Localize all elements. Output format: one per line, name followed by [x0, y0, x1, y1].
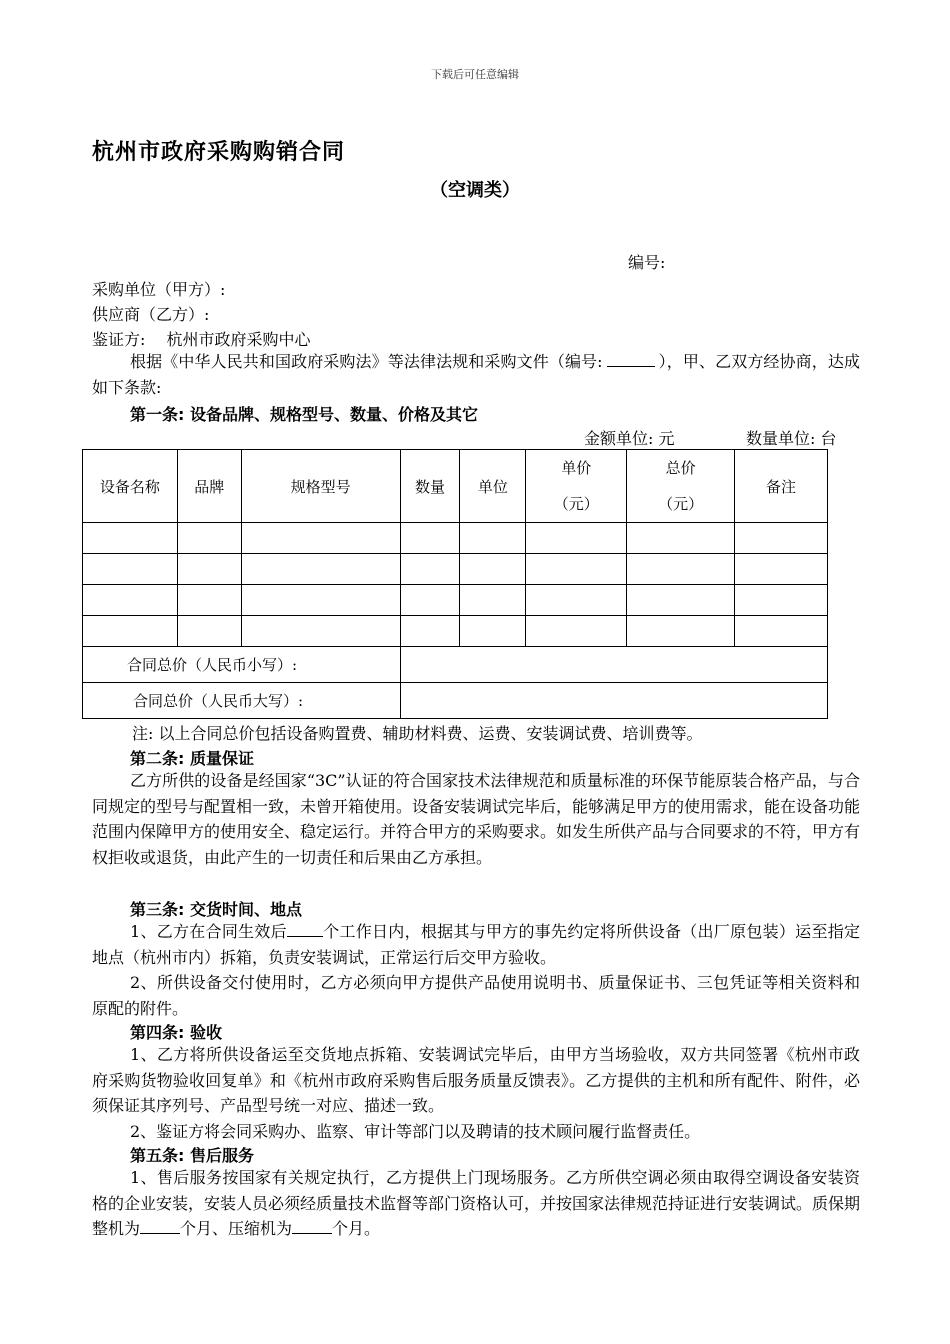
contract-number-label: 编号: — [628, 253, 666, 272]
table-row — [83, 616, 828, 647]
header-quantity: 数量 — [400, 450, 460, 523]
table-cell[interactable] — [241, 523, 400, 554]
header-total-price-label: 总价 — [665, 459, 696, 477]
intro-part1: 根据《中华人民共和国政府采购法》等法律法规和采购文件（编号: — [130, 352, 603, 371]
article3-paragraph2: 2、所供设备交付使用时，乙方必须向甲方提供产品使用说明书、质量保证书、三包凭证等相关资料和原配的附件。 — [92, 973, 860, 1018]
table-cell[interactable] — [177, 554, 241, 585]
article2-heading: 第二条: 质量保证 — [130, 749, 254, 768]
table-cell[interactable] — [526, 585, 627, 616]
table-cell[interactable] — [83, 585, 178, 616]
table-cell[interactable] — [241, 616, 400, 647]
table-cell[interactable] — [241, 554, 400, 585]
article2-text: 乙方所供的设备是经国家“3C”认证的符合国家技术法律规范和质量标准的环保节能原装合格产品，与合同规定的型号与配置相一致，未曾开箱使用。设备安装调试完毕后，能够满足甲方的使用需求，能在设备功能范围内保障甲方的使用安全、稳定运行。并符合甲方的采购要求。如发生所供产品与合同要求的不符，甲方有权拒收或退货，由此产生的一切责任和后果由乙方承担。 — [92, 771, 861, 867]
table-cell[interactable] — [400, 585, 460, 616]
table-cell[interactable] — [526, 554, 627, 585]
header-total-price-currency: （元） — [658, 495, 704, 513]
table-cell[interactable] — [400, 554, 460, 585]
equipment-table — [82, 449, 828, 719]
table-cell[interactable] — [400, 523, 460, 554]
table-cell[interactable] — [177, 585, 241, 616]
article5-p1-b: 个月、压缩机为 — [180, 1219, 293, 1238]
total-large-row — [83, 683, 828, 719]
header-note: 下载后可任意编辑 — [431, 68, 519, 81]
table-cell[interactable] — [735, 585, 828, 616]
table-cell[interactable] — [627, 616, 735, 647]
table-row — [83, 585, 828, 616]
article5-p1-c: 个月。 — [332, 1219, 381, 1238]
article4-paragraph1: 1、乙方将所供设备运至交货地点拆箱、安装调试完毕后，由甲方当场验收，双方共同签署《杭州市政府采购货物验收回复单》和《杭州市政府采购售后服务质量反馈表》。乙方提供的主机和所有配件、附件，必须保证其序列号、产品型号统一对应、描述一致。 — [92, 1045, 860, 1115]
article4-heading: 第四条: 验收 — [130, 1023, 222, 1042]
table-cell[interactable] — [460, 616, 526, 647]
table-cell[interactable] — [627, 523, 735, 554]
certifier-label: 鉴证方: — [92, 330, 146, 349]
amount-unit: 金额单位: 元 — [584, 429, 675, 448]
article5-paragraph1 — [92, 1165, 860, 1242]
document-title: 杭州市政府采购购销合同 — [92, 140, 346, 165]
warranty-compressor-blank — [292, 1217, 332, 1234]
header-unit-price — [526, 450, 627, 523]
header-unit: 单位 — [460, 450, 526, 523]
table-cell[interactable] — [400, 616, 460, 647]
document-subtitle: （空调类） — [430, 180, 520, 201]
table-row — [83, 523, 828, 554]
quantity-unit: 数量单位: 台 — [746, 429, 837, 448]
article5-p1-a: 1、售后服务按国家有关规定执行，乙方提供上门现场服务。乙方所供空调必须由取得空调设备安装资格的企业安装，安装人员必须经质量技术监督等部门资格认可，并按国家法律规范持证进行安装调试。质保期整机为 — [92, 1168, 861, 1238]
table-cell[interactable] — [526, 523, 627, 554]
table-note: 注: 以上合同总价包括设备购置费、辅助材料费、运费、安装调试费、培训费等。 — [132, 724, 703, 743]
supplier-label: 供应商（乙方）: — [92, 305, 210, 324]
header-total-price — [627, 450, 735, 523]
table-cell[interactable] — [627, 554, 735, 585]
table-cell[interactable] — [241, 585, 400, 616]
table-cell[interactable] — [83, 523, 178, 554]
warranty-unit-blank — [140, 1217, 180, 1234]
header-unit-price-label: 单价 — [561, 459, 592, 477]
article4-paragraph2: 2、鉴证方将会同采购办、监察、审计等部门以及聘请的技术顾问履行监督责任。 — [130, 1122, 701, 1141]
table-cell[interactable] — [526, 616, 627, 647]
table-cell[interactable] — [735, 616, 828, 647]
table-cell[interactable] — [735, 523, 828, 554]
certifier-value: 杭州市政府采购中心 — [166, 330, 311, 349]
table-cell[interactable] — [735, 554, 828, 585]
article3-heading: 第三条: 交货时间、地点 — [130, 900, 302, 919]
header-remarks: 备注 — [735, 450, 828, 523]
header-equipment-name: 设备名称 — [83, 450, 178, 523]
total-small-row — [83, 647, 828, 683]
table-cell[interactable] — [177, 523, 241, 554]
intro-paragraph — [92, 349, 860, 400]
file-number-blank — [607, 350, 655, 367]
total-large-label: 合同总价（人民币大写）: — [83, 683, 401, 719]
total-small-label: 合同总价（人民币小写）: — [83, 647, 401, 683]
table-cell[interactable] — [460, 523, 526, 554]
certifier-line — [92, 327, 311, 350]
table-cell[interactable] — [177, 616, 241, 647]
table-cell[interactable] — [460, 585, 526, 616]
article3-p1-a: 1、乙方在合同生效后 — [130, 922, 287, 941]
total-small-value[interactable] — [400, 647, 827, 683]
table-cell[interactable] — [83, 616, 178, 647]
table-row — [83, 554, 828, 585]
table-cell[interactable] — [460, 554, 526, 585]
total-large-value[interactable] — [400, 683, 827, 719]
table-cell[interactable] — [627, 585, 735, 616]
header-brand: 品牌 — [177, 450, 241, 523]
article5-heading: 第五条: 售后服务 — [130, 1146, 254, 1165]
working-days-blank — [287, 920, 323, 937]
buyer-label: 采购单位（甲方）: — [92, 280, 226, 299]
article3-paragraph1 — [92, 919, 860, 970]
header-model: 规格型号 — [241, 450, 400, 523]
article1-heading: 第一条: 设备品牌、规格型号、数量、价格及其它 — [130, 405, 478, 424]
table-header-row — [83, 450, 828, 523]
intro-part2: ），甲、乙双方经协商，达成如下条款: — [92, 352, 860, 397]
table-cell[interactable] — [83, 554, 178, 585]
article3-p1-b: 个工作日内，根据其与甲方的事先约定将所供设备（出厂原包装）运至指定地点（杭州市内）拆箱，负责安装调试，正常运行后交甲方验收。 — [92, 922, 860, 967]
header-unit-price-currency: （元） — [553, 495, 599, 513]
